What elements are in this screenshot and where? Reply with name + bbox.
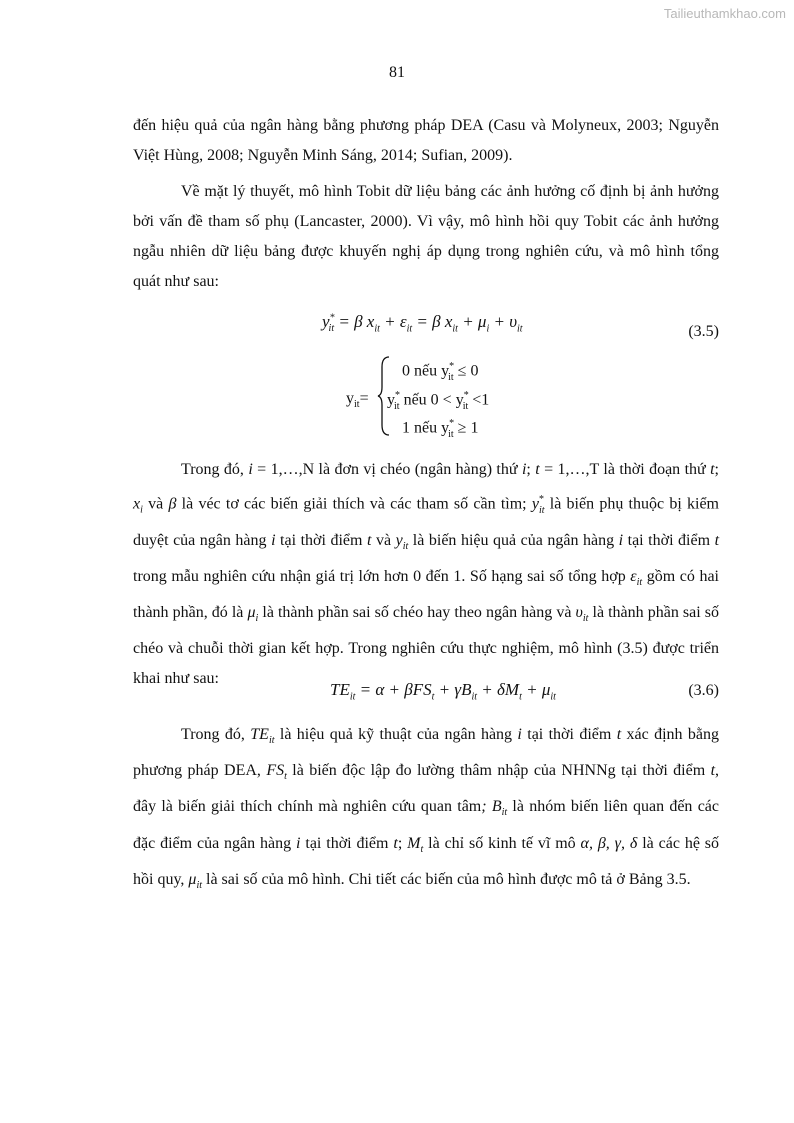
text-run: là sai số của mô hình. Chi tiết các biến của mô hình được mô tả ở Bảng 3.5. bbox=[202, 870, 691, 888]
eq35-star: * bbox=[329, 312, 335, 324]
text-run: = 1,…,N là đơn vị chéo (ngân hàng) thứ bbox=[252, 461, 522, 478]
eq35-term5: + υ bbox=[489, 312, 518, 331]
eq36-term4: + μ bbox=[521, 680, 551, 699]
text-run: = 1,…,T là thời đoạn thứ bbox=[539, 461, 711, 478]
text-run: gồm có hai thành phần, đó là bbox=[133, 567, 719, 621]
text-run: t bbox=[710, 762, 716, 780]
eq35-sub: it bbox=[406, 323, 413, 335]
case-equals: = bbox=[359, 390, 369, 407]
text-run: t bbox=[710, 461, 715, 478]
eq35-sub: i bbox=[486, 323, 490, 335]
text-run: tại thời điểm bbox=[275, 531, 367, 549]
text-run: TE bbox=[250, 726, 269, 743]
case-sub: it bbox=[448, 371, 454, 383]
page-number: 81 bbox=[389, 64, 405, 81]
text-run: i bbox=[618, 531, 624, 549]
text-run: i bbox=[517, 726, 522, 743]
eq35-sub: it bbox=[374, 323, 380, 335]
paragraph-4-text bbox=[133, 720, 719, 901]
eq35-term3: = β x bbox=[412, 312, 453, 331]
case-sub: it bbox=[462, 400, 469, 412]
watermark: Tailieuthamkhao.com bbox=[663, 6, 786, 21]
text-run: ε bbox=[630, 567, 637, 585]
text-run: i bbox=[271, 531, 276, 549]
eq35-term1: = β x bbox=[334, 312, 375, 331]
text-run: t bbox=[366, 531, 372, 549]
text-run: υ bbox=[575, 603, 583, 621]
text-run: t bbox=[393, 834, 398, 852]
case-1-tail: ≤ 0 bbox=[453, 362, 479, 380]
text-run: xác định bằng phương pháp DEA, bbox=[133, 726, 719, 780]
text-run: ; bbox=[397, 834, 408, 852]
eq35-sub: it bbox=[517, 323, 523, 335]
case-label bbox=[346, 390, 369, 410]
text-run: it bbox=[501, 807, 508, 819]
text-run: t bbox=[284, 771, 287, 783]
paragraph-4 bbox=[133, 720, 719, 901]
case-2-end: <1 bbox=[468, 391, 490, 409]
eq36-term2: + γB bbox=[434, 680, 472, 699]
text-run: là nhóm biến liên quan đến các đặc điểm của ngân hàng bbox=[133, 798, 719, 852]
text-run: Trong đó, bbox=[181, 726, 251, 743]
case-2-middle: nếu 0 < y bbox=[399, 391, 464, 409]
text-run: là các hệ số hồi quy, bbox=[133, 834, 720, 888]
text-run: là biến độc lập đo lường thâm nhập của NHNNg tại thời điểm bbox=[286, 762, 711, 780]
case-label-sub: it bbox=[354, 399, 360, 411]
text-run: i bbox=[140, 504, 143, 516]
text-run: là thành phần sai số chéo hay theo ngân hàng và bbox=[258, 603, 576, 621]
case-3 bbox=[402, 418, 478, 440]
paragraph-1-text: đến hiệu quả của ngân hàng bằng phương pháp DEA (Casu và Molyneux, 2003; Nguyễn Việt Hùng, 2008; Nguyễn Minh Sáng, 2014; Sufian, 2009). bbox=[133, 117, 719, 164]
case-star: * bbox=[463, 390, 469, 401]
equation-3-5 bbox=[322, 312, 523, 334]
text-run: là biến hiệu quả của ngân hàng bbox=[408, 531, 619, 549]
eq36-te: TE bbox=[330, 680, 350, 699]
text-run: và bbox=[142, 495, 169, 513]
eq35-term2: + ε bbox=[379, 312, 407, 331]
eq36-term1: = α + βFS bbox=[355, 680, 432, 699]
text-run: , đây là biến giải thích chính mà nghiên cứu quan tâm bbox=[133, 762, 720, 816]
case-2 bbox=[387, 390, 489, 412]
case-label-y: y bbox=[346, 390, 354, 407]
eq36-sub: t bbox=[519, 691, 522, 703]
text-run: i bbox=[248, 461, 253, 478]
text-run: β bbox=[168, 495, 177, 513]
paragraph-3-text bbox=[133, 455, 719, 694]
text-run: là véc tơ các biến giải thích và các tham số cần tìm; bbox=[176, 495, 532, 513]
equation-number-3-5: (3.5) bbox=[688, 323, 719, 340]
text-run: t bbox=[535, 461, 540, 478]
eq35-sub: it bbox=[328, 323, 335, 335]
eq35-sub: it bbox=[452, 323, 458, 335]
eq36-sub: it bbox=[349, 691, 356, 703]
paragraph-2-text: Về mặt lý thuyết, mô hình Tobit dữ liệu bảng các ảnh hưởng cố định bị ảnh hưởng bởi vấn đề tham số phụ (Lancaster, 2000). Vì vậy, mô hình hồi quy Tobit các ảnh hưởng ngẫu nhiên dữ liệu bảng được khuyến nghị áp dụng trong nghiên cứu, và mô hình tổng quát như sau: bbox=[133, 183, 719, 290]
text-run: μ bbox=[247, 603, 256, 621]
case-sub: it bbox=[448, 428, 454, 440]
text-run: ; B bbox=[481, 798, 502, 816]
case-2-y: y bbox=[387, 391, 395, 409]
text-run: * bbox=[538, 494, 544, 505]
text-run: trong mẫu nghiên cứu nhận giá trị lớn hơn 0 đến 1. Số hạng sai số tổng hợp bbox=[133, 567, 631, 585]
text-run: i bbox=[296, 834, 301, 852]
paragraph-1 bbox=[133, 111, 719, 171]
case-sub: it bbox=[394, 400, 400, 412]
case-star: * bbox=[449, 361, 455, 372]
text-run: it bbox=[636, 576, 643, 588]
text-run: là chỉ số kinh tế vĩ mô bbox=[423, 834, 581, 852]
paragraph-2 bbox=[133, 177, 719, 297]
text-run: là biến phụ thuộc bị kiểm duyệt của ngân hàng bbox=[133, 495, 720, 549]
text-run: t bbox=[420, 843, 424, 855]
paragraph-3 bbox=[133, 455, 719, 694]
eq36-term3: + δM bbox=[477, 680, 520, 699]
text-run: α, β, γ, δ bbox=[580, 834, 638, 852]
text-run: là thành phần sai số chéo và chuỗi thời gian kết hợp. Trong nghiên cứu thực nghiệm, mô hình (3.5) được triển khai như sau: bbox=[133, 603, 719, 688]
text-run: ; bbox=[526, 461, 536, 478]
text-run: it bbox=[196, 879, 202, 891]
text-run: it bbox=[582, 613, 589, 625]
case-1-text: 0 nếu y bbox=[402, 362, 450, 380]
text-run: t bbox=[714, 531, 720, 549]
text-run: M bbox=[407, 834, 421, 852]
case-3-text: 1 nếu y bbox=[402, 419, 450, 437]
eq35-lhs: y bbox=[322, 312, 330, 331]
text-run: i bbox=[521, 461, 527, 478]
text-run: i bbox=[255, 613, 259, 625]
case-star: * bbox=[395, 390, 400, 401]
text-run: tại thời điểm bbox=[521, 726, 617, 743]
text-run: it bbox=[402, 540, 409, 552]
text-run: là hiệu quả kỹ thuật của ngân hàng bbox=[274, 726, 518, 743]
text-run: μ bbox=[188, 870, 197, 888]
eq35-term4: + μ bbox=[457, 312, 487, 331]
text-run: Trong đó, bbox=[181, 461, 249, 478]
text-run: it bbox=[268, 735, 275, 747]
text-run: t bbox=[616, 726, 622, 743]
eq36-sub: it bbox=[471, 691, 478, 703]
case-1 bbox=[402, 361, 478, 383]
text-run: y bbox=[395, 531, 403, 549]
equation-3-6 bbox=[330, 680, 556, 702]
eq36-sub: it bbox=[550, 691, 556, 703]
text-run: tại thời điểm bbox=[300, 834, 394, 852]
text-run: it bbox=[538, 504, 545, 516]
equation-number-3-6: (3.6) bbox=[688, 682, 719, 699]
text-run: y bbox=[531, 495, 539, 513]
text-run: x bbox=[133, 495, 141, 513]
case-3-tail: ≥ 1 bbox=[453, 419, 479, 437]
text-run: và bbox=[371, 531, 396, 549]
case-star: * bbox=[449, 418, 455, 429]
eq36-sub: t bbox=[431, 691, 435, 703]
text-run: FS bbox=[266, 762, 285, 780]
text-run: ; bbox=[714, 461, 719, 478]
text-run: tại thời điểm bbox=[623, 531, 715, 549]
